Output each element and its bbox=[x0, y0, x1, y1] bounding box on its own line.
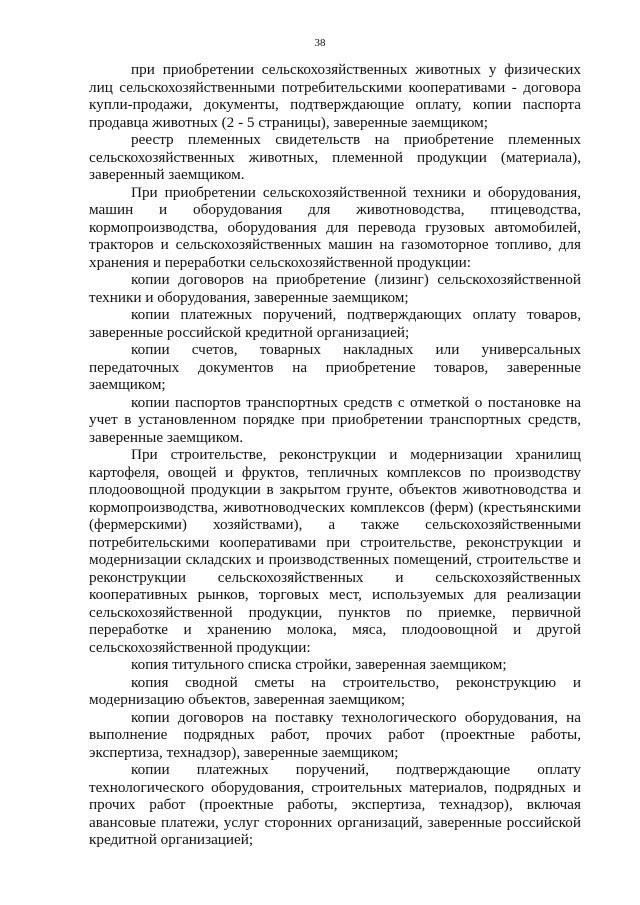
page-number: 38 bbox=[314, 37, 326, 49]
paragraph-construction-payments: копии платежных поручений, подтверждающие оплату технологического оборудования, строительных материалов, подрядных и прочих работ (проектные работы, экспертиза, технадзор), включая авансовые платежи, услуг сторонних организаций, заверенные российской кредитной организацией; bbox=[89, 761, 581, 848]
paragraph-supply-contracts: копии договоров на поставку технологического оборудования, на выполнение подрядных работ, прочих работ (проектные работы, экспертиза, технадзор), заверенные заемщиком; bbox=[89, 708, 581, 761]
paragraph-breeding-registry: реестр племенных свидетельств на приобретение племенных сельскохозяйственных животных, племенной продукции (материала), заверенный заемщиком. bbox=[89, 131, 581, 183]
paragraph-title-list: копия титульного списка стройки, заверенная заемщиком; bbox=[131, 656, 507, 673]
paragraph-payment-orders: копии платежных поручений, подтверждающих оплату товаров, заверенные российской кредитной организацией; bbox=[89, 306, 581, 341]
paragraph-machinery-heading: При приобретении сельскохозяйственной техники и оборудования, машин и оборудования для животноводства, птицеводства, кормопроизводства, оборудования для перевода грузовых автомобилей, тракторов и сельскохозяйственных машин на газомоторное топливо, для хранения и переработки сельскохозяйственной продукции: bbox=[89, 183, 581, 271]
paragraph-invoices: копии счетов, товарных накладных или универсальных передаточных документов на приобретение товаров, заверенные заемщиком; bbox=[89, 341, 581, 393]
paragraph-summary-estimate: копия сводной сметы на строительство, реконструкцию и модернизацию объектов, заверенная заемщиком; bbox=[89, 673, 581, 708]
paragraph-construction-heading: При строительстве, реконструкции и модернизации хранилищ картофеля, овощей и фруктов, тепличных комплексов по производству плодоовощной продукции в закрытом грунте, объектов животноводства и кормопроизводства, животноводческих комплексов (ферм) (крестьянскими (фермерскими) хозяйствами), а также сельскохозяйственными потребительскими кооперативами при строительстве, реконструкции и модернизации складских и производственных помещений, строительстве и реконструкции сельскохозяйственных и сельскохозяйственных кооперативных рынков, торговых мест, используемых для реализации сельскохозяйственной продукции, пунктов по приемке, первичной переработке и хранению молока, мяса, плодоовощной и другой сельскохозяйственной продукции: bbox=[89, 446, 581, 656]
paragraph-animals-purchase: при приобретении сельскохозяйственных животных у физических лиц сельскохозяйственными потребительскими кооперативами - договора купли-продажи, документы, подтверждающие оплату, копии паспорта продавца животных (2 - 5 страницы), заверенные заемщиком; bbox=[89, 61, 581, 131]
paragraph-leasing-contracts: копии договоров на приобретение (лизинг) сельскохозяйственной техники и оборудования, заверенные заемщиком; bbox=[89, 271, 581, 306]
paragraph-vehicle-passports: копии паспортов транспортных средств с отметкой о постановке на учет в установленном порядке при приобретении транспортных средств, заверенные заемщиком. bbox=[89, 393, 581, 446]
document-body bbox=[89, 61, 581, 849]
